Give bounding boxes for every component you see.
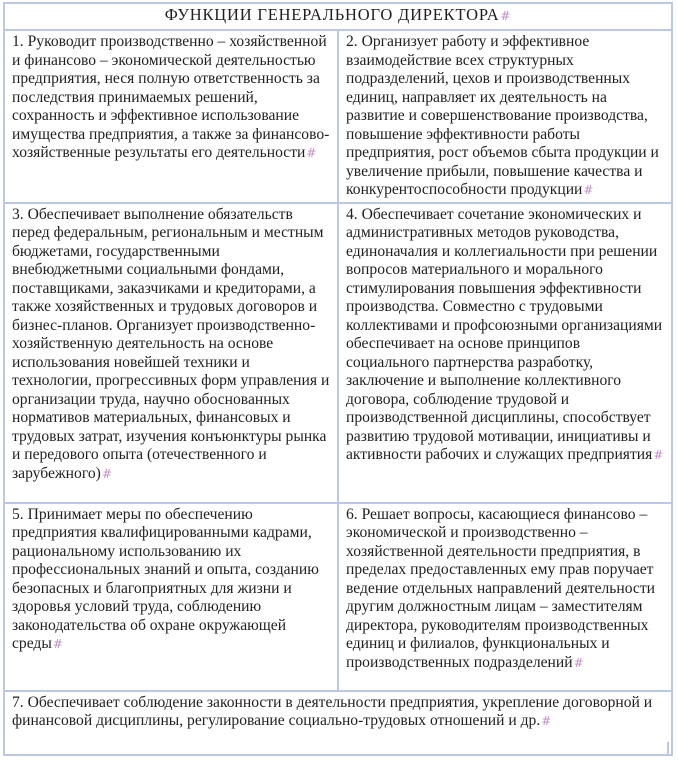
function-cell-2	[338, 30, 672, 203]
paragraph-mark-icon: #	[500, 9, 512, 23]
function-cell-5	[4, 503, 338, 691]
table-row	[4, 203, 672, 503]
table-row	[4, 691, 672, 755]
page-edge-marker	[667, 742, 669, 754]
table-title: ФУНКЦИИ ГЕНЕРАЛЬНОГО ДИРЕКТОРА	[164, 5, 500, 24]
table-header-row	[4, 3, 672, 30]
function-text-3: 3. Обеспечивает выполнение обязательств перед федеральным, региональным и местным бюджетами, государственными внебюджетными социальными фондами, поставщиками, заказчиками и кредиторами, а также хозяйственных и трудовых договоров и бизнес-планов. Организует производственно-хозяйственную деятельность на основе использования новейшей техники и технологии, прогрессивных форм управления и организации труда, научно обоснованных нормативов материальных, финансовых и трудовых затрат, изучения конъюнктуры рынка и передового опыта (отечественного и зарубежного)	[12, 205, 330, 482]
function-cell-7	[4, 691, 672, 755]
paragraph-mark-icon: #	[101, 466, 112, 481]
paragraph-mark-icon: #	[306, 146, 317, 160]
function-text-4: 4. Обеспечивает сочетание экономических и административных методов руководства, единоначалия и коллегиальности при решении вопросов материального и морального стимулирования повышения эффективности производства. Совместно с трудовыми коллективами и профсоюзными организациями обеспечивает на основе принципов социального партнерства разработку, заключение и выполнение коллективного договора, соблюдение трудовой и производственной дисциплины, способствует развитию трудовой мотивации, инициативы и активности рабочих и служащих предприятия	[346, 205, 663, 463]
table-row	[4, 503, 672, 691]
function-text-6: 6. Решает вопросы, касающиеся финансово – экономической и производственно – хозяйственной деятельности предприятия, в пределах предоставленных ему прав поручает ведение отдельных направлений деятельности другим должностным лицам – заместителям директора, руководителям производственных единиц и филиалов, функциональных и производственных подразделений	[346, 505, 656, 671]
paragraph-mark-icon: #	[573, 655, 584, 670]
function-text-5: 5. Принимает меры по обеспечению предприятия квалифицированными кадрами, рациональному использованию их профессиональных знаний и опыта, созданию безопасных и благоприятных для жизни и здоровья условий труда, соблюдению законодательства об охране окружающей среды	[12, 505, 319, 652]
function-cell-3	[4, 203, 338, 503]
function-text-2: 2. Организует работу и эффективное взаимодействие всех структурных подразделений, цехов и производственных единиц, направляет их деятельность на развитие и совершенствование производства, повышение эффективности работы предприятия, рост объемов сбыта продукции и увеличение прибыли, повышение качества и конкурентоспособности продукции	[346, 33, 659, 198]
table-row	[4, 30, 672, 203]
paragraph-mark-icon: #	[52, 637, 63, 651]
paragraph-mark-icon: #	[653, 448, 664, 462]
paragraph-mark-icon: #	[583, 183, 594, 197]
function-text-1: 1. Руководит производственно – хозяйственной и финансово – экономической деятельностью предприятия, неся полную ответственность за последствия принимаемых решений, сохранность и эффективное использование имущества предприятия, а также за финансово-хозяйственные результаты его деятельности	[12, 33, 330, 161]
function-cell-1	[4, 30, 338, 203]
function-text-7: 7. Обеспечивает соблюдение законности в деятельности предприятия, укрепление договорной и финансовой дисциплины, регулирование социально-трудовых отношений и др.	[12, 693, 653, 729]
function-cell-4	[338, 203, 672, 503]
paragraph-mark-icon: #	[541, 714, 552, 728]
table-title-cell	[4, 3, 672, 30]
function-cell-6	[338, 503, 672, 691]
director-functions-table	[3, 2, 673, 756]
document-page	[3, 2, 673, 764]
